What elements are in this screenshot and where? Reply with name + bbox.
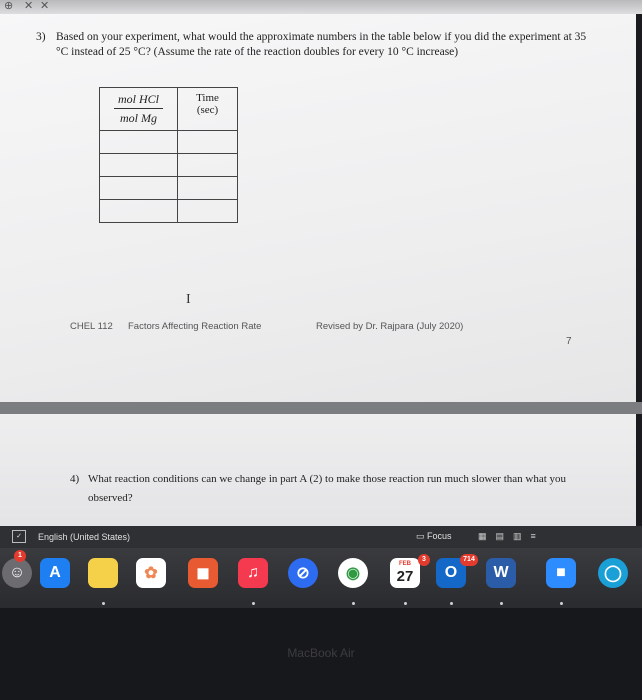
calendar-icon[interactable] [390,558,420,588]
chrome-icon[interactable]: ◉ [338,558,368,588]
running-indicator [352,602,355,605]
focus-button[interactable]: ▭ Focus [416,531,452,541]
calendar-day: 27 [396,568,414,585]
footer-course: CHEL 112 [70,321,113,332]
question-3-number: 3) [36,31,46,43]
running-indicator [102,602,105,605]
table-row [100,200,238,223]
finder-icon[interactable]: ☺ [2,558,32,588]
table-header-time [178,88,238,131]
time-unit-label: (sec) [196,104,219,116]
page-divider [0,402,642,414]
table-cell[interactable] [178,131,238,154]
document-page-1 [0,14,636,402]
running-indicator [404,602,407,605]
question-4-text: What reaction conditions can we change in part A (2) to make those reaction run much slower than what you observed? [88,473,567,504]
table-row [100,177,238,200]
running-indicator [252,602,255,605]
text-cursor-icon: I [186,292,191,307]
close-icon-2[interactable]: ✕ [40,0,50,12]
table-row [100,154,238,177]
footer-title: Factors Affecting Reaction Rate [128,321,262,332]
app-store-icon[interactable]: A [40,558,70,588]
answer-table [99,87,238,223]
running-indicator [450,602,453,605]
table-cell[interactable] [178,177,238,200]
word-icon[interactable] [486,558,516,588]
running-indicator [500,602,503,605]
table-cell[interactable] [178,200,238,223]
calendar-month: FEB [399,561,411,567]
document-page-2 [0,414,636,526]
safari-icon[interactable]: ⊘ [288,558,318,588]
running-indicator [560,602,563,605]
close-icon[interactable]: ✕ [24,0,34,12]
screen-time-icon[interactable]: ◯ [598,558,628,588]
word-status-bar [0,526,642,548]
mol-mg-label: mol Mg [120,111,157,125]
outlook-badge: 714 [460,554,478,566]
laptop-brand-label: MacBook Air [287,646,355,660]
word-letter: W [493,564,509,581]
table-cell[interactable] [178,154,238,177]
language-status[interactable]: English (United States) [38,532,131,542]
photo-booth-icon[interactable]: ◼ [188,558,218,588]
table-cell[interactable] [100,200,178,223]
view-mode-icons[interactable]: ▦▤▥≡ [478,531,545,541]
footer-revised: Revised by Dr. Rajpara (July 2020) [316,321,464,332]
proofing-icon[interactable]: ✓ [12,530,26,543]
calendar-badge: 3 [418,554,430,566]
table-cell[interactable] [100,154,178,177]
table-cell[interactable] [100,131,178,154]
music-icon[interactable]: ♫ [238,558,268,588]
zoom-icon[interactable]: ■ [546,558,576,588]
time-label: Time [196,92,219,104]
table-row [100,131,238,154]
macos-dock [0,548,642,608]
table-header-mol-ratio [100,88,178,131]
tab-icon[interactable]: ⊕ [4,0,14,12]
question-4-number: 4) [70,473,80,485]
focus-label: Focus [427,531,452,541]
page-number: 7 [566,336,572,347]
photos-icon[interactable]: ✿ [136,558,166,588]
notes-icon[interactable] [88,558,118,588]
question-3-text: Based on your experiment, what would the approximate numbers in the table below if you did the experiment at 35 °C instead of 25 °C? (Assume the rate of the reaction doubles for every 10 °C increase) [56,31,587,58]
table-cell[interactable] [100,177,178,200]
mol-hcl-label: mol HCl [114,92,163,109]
notification-badge: 1 [14,550,26,562]
browser-top-strip [0,0,642,14]
outlook-letter: O [444,564,458,581]
